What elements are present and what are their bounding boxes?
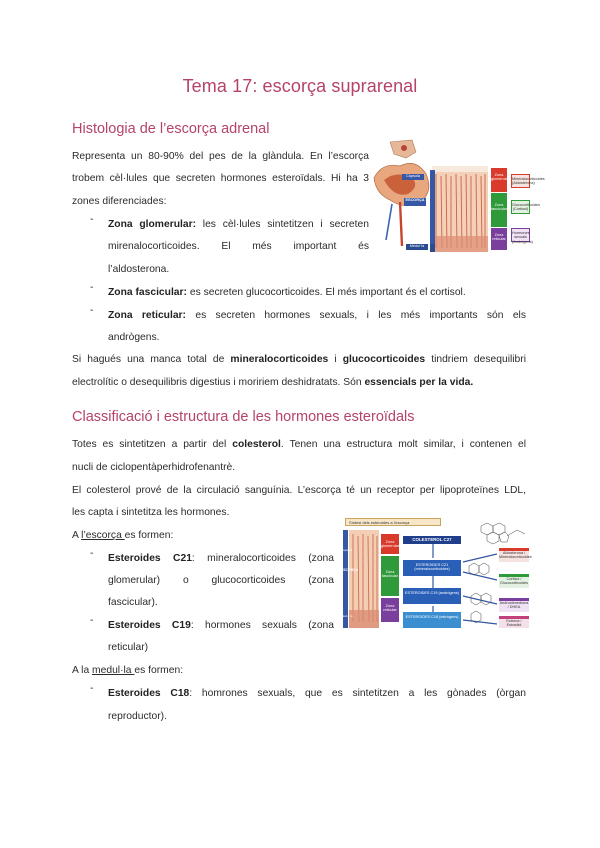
bullet-dash: - bbox=[90, 282, 94, 293]
bullet-term: Zona reticular: bbox=[108, 310, 186, 321]
intro-line-3: zones diferenciades: bbox=[72, 196, 167, 207]
result-estrogens: Estrona / Estradiol bbox=[499, 616, 529, 628]
label-text: Càpsula bbox=[341, 548, 353, 552]
output-glucocorticoides: Glucocorticoides (Cortisol) bbox=[511, 200, 530, 214]
note-line-2 bbox=[72, 372, 473, 395]
p1-text: . Tenen una estructura molt similar, i contenen el bbox=[280, 439, 526, 450]
medulla-word: medul·la bbox=[92, 665, 135, 676]
bullet-dash: - bbox=[90, 615, 94, 626]
note-bold: essencials per la vida. bbox=[364, 377, 474, 388]
label-medulla bbox=[341, 614, 353, 624]
bullet-term: Esteroides C19 bbox=[108, 620, 191, 631]
bullet-text: : homrones sexuals, que es sintetitzen a les gònades (òrgan bbox=[189, 688, 527, 699]
p2-line-2: les capta i sintetitza les hormones. bbox=[72, 507, 230, 518]
bullet-term: Zona glomerular: bbox=[108, 219, 197, 230]
bullet-glomerular-line-2: mirenalocorticoides. El més important és bbox=[108, 241, 369, 252]
label-escorca bbox=[341, 568, 358, 592]
bullet-reticular-line-1 bbox=[108, 305, 526, 328]
bullet-dash: - bbox=[90, 548, 94, 559]
bullet-dash: - bbox=[90, 305, 94, 316]
intro-line-2: trobem cèl·lules que secreten hormones esteroïdals. Hi ha 3 bbox=[72, 173, 369, 184]
medulla-suffix: es formen: bbox=[134, 665, 184, 676]
label-text: Medul·la bbox=[341, 614, 353, 618]
p1-line-2: nucli de ciclopentàperhidrofenantrè. bbox=[72, 462, 236, 473]
note-line-1 bbox=[72, 349, 526, 372]
cortex-intro bbox=[72, 525, 173, 548]
synthesis-figure bbox=[341, 518, 532, 630]
result-cortisol: Cortisol / Glucocorticoides bbox=[499, 574, 529, 588]
zone-glomerular-box: Zona glomerular bbox=[381, 534, 399, 554]
p1-bold: colesterol bbox=[232, 439, 281, 450]
c21-line-2: glomerular) o glucocorticoides (zona bbox=[108, 575, 334, 586]
note-text: tindriem desequilibri bbox=[425, 354, 526, 365]
result-androgens: Androstenediona / DHEA bbox=[499, 598, 529, 612]
zone-fascicular-box: Zona fascicular bbox=[381, 556, 399, 596]
label-capsula: Càpsula bbox=[402, 174, 424, 180]
histology-figure bbox=[372, 140, 545, 262]
section-heading-classificacio: Classificació i estructura de les hormones esteroïdals bbox=[72, 409, 415, 425]
section-heading-histologia: Histologia de l’escorça adrenal bbox=[72, 121, 270, 137]
label-text: ESCORÇA bbox=[341, 568, 358, 572]
bullet-term: Zona fascicular: bbox=[108, 287, 187, 298]
bullet-fascicular bbox=[108, 282, 466, 305]
bullet-dash: - bbox=[90, 683, 94, 694]
c18-line-1 bbox=[108, 683, 526, 706]
synthesis-header: Síntesi dels esteroides a l'escorça bbox=[345, 518, 441, 526]
zone-reticular-box: Zona reticular bbox=[381, 598, 399, 622]
c21-label: ESTEROIDES C21 (mineralocorticoides) bbox=[414, 563, 450, 572]
c19-box: ESTEROIDES C19 (andrògens) bbox=[403, 588, 461, 604]
bullet-text: les cèl·lules sintetitzen i secreten bbox=[202, 219, 369, 230]
zone-reticular-box: Zona reticular bbox=[491, 228, 507, 250]
c21-box bbox=[403, 560, 461, 576]
medulla-intro bbox=[72, 660, 183, 683]
c21-line-3: fascicular). bbox=[108, 597, 158, 608]
c19-line-1 bbox=[108, 615, 334, 638]
zone-fascicular-box: Zona fascicular bbox=[491, 193, 507, 227]
page-title: Tema 17: escorça suprarenal bbox=[182, 76, 418, 96]
medulla-prefix: A la bbox=[72, 665, 93, 676]
label-capsula bbox=[341, 548, 353, 558]
bullet-text: : hormones sexuals (zona bbox=[190, 620, 334, 631]
c21-line-1 bbox=[108, 548, 334, 571]
note-bold: mineralocorticoides bbox=[230, 354, 329, 365]
p2-line-1: El colesterol prové de la circulació sanguínia. L’escorça té un receptor per lipoproteïnes LDL, bbox=[72, 485, 526, 496]
note-text: electrolític o desequilibris digestius i moririem deshidratats. Són bbox=[72, 377, 365, 388]
bullet-reticular-line-2: andrògens. bbox=[108, 332, 160, 343]
output-hormones-sexuals: Hormones sexuals (Andrògens) bbox=[511, 228, 530, 242]
bullet-text: : mineralocorticoides (zona bbox=[191, 553, 334, 564]
note-text: i bbox=[328, 354, 343, 365]
result-aldosterona: Aldosterona / Mineralocorticoides bbox=[499, 548, 529, 562]
note-bold: glucocorticoides bbox=[342, 354, 426, 365]
note-text: Si hagués una manca total de bbox=[72, 354, 231, 365]
cholesterol-box: COLESTEROL C27 bbox=[403, 536, 461, 544]
bullet-term: Esteroides C21 bbox=[108, 553, 192, 564]
p1-text: Totes es sintetitzen a partir del bbox=[72, 439, 233, 450]
intro-line-1: Representa un 80-90% del pes de la glàndula. En l’escorça bbox=[72, 151, 369, 162]
p1-line-1 bbox=[72, 434, 526, 457]
cortex-suffix: es formen: bbox=[124, 530, 174, 541]
bullet-glomerular-line-3: l’aldosterona. bbox=[108, 264, 170, 275]
c18-line-2: reproductor). bbox=[108, 711, 167, 722]
label-escorca: ESCORÇA bbox=[404, 198, 426, 206]
label-medulla: Medul·la bbox=[406, 244, 428, 250]
zone-glomerular-box: Zona glomerular bbox=[491, 168, 507, 192]
bullet-glomerular-line-1 bbox=[108, 214, 369, 237]
c19-line-2: reticular) bbox=[108, 642, 149, 653]
cortex-word: l’escorça bbox=[81, 530, 125, 541]
output-mineralocorticoides: Mineralocorticoides (Aldosterona) bbox=[511, 174, 530, 188]
c18-box: ESTEROIDES C18 (estrògens) bbox=[403, 612, 461, 628]
bullet-term: Esteroides C18 bbox=[108, 688, 190, 699]
cortex-prefix: A bbox=[72, 530, 82, 541]
bullet-text: es secreten glucocorticoides. El més important és el cortisol. bbox=[189, 287, 466, 298]
bullet-dash: - bbox=[90, 214, 94, 225]
bullet-text: es secreten hormones sexuals, i les més importants són els bbox=[195, 310, 526, 321]
